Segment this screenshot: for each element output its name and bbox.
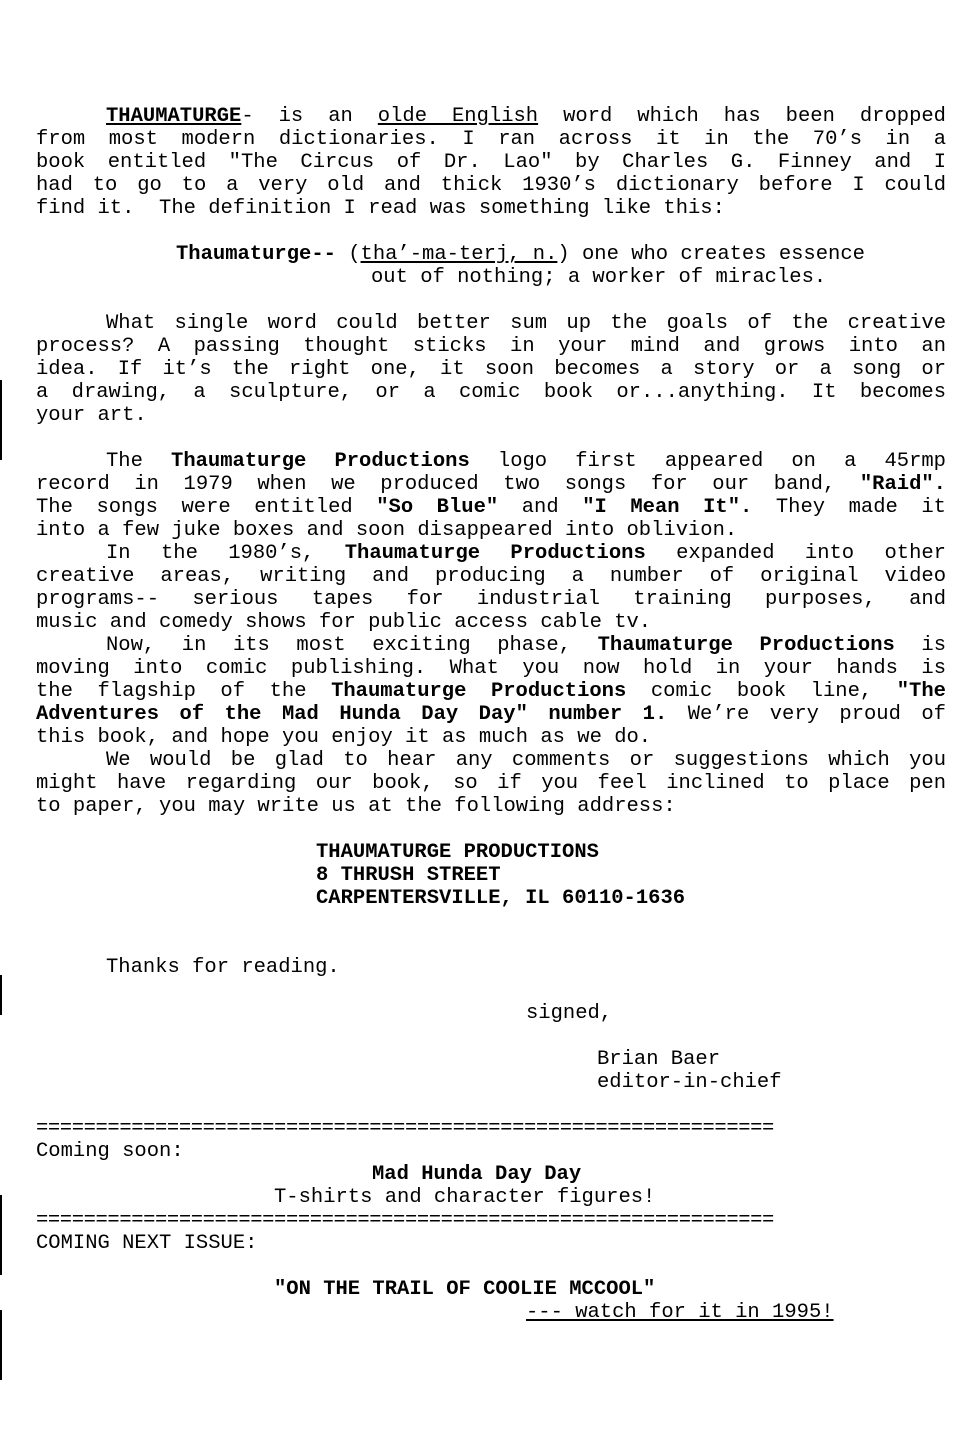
address-line: THAUMATURGE PRODUCTIONS bbox=[316, 841, 599, 864]
left-edge-mark bbox=[0, 1310, 2, 1380]
brand-name: Thaumaturge Productions bbox=[344, 542, 646, 565]
para3-line: record in 1979 when we produced two songs for our band, "Raid". bbox=[36, 473, 946, 496]
para5-line: the flagship of the Thaumaturge Productions comic book line, "The bbox=[36, 680, 946, 703]
para5-line: moving into comic publishing. What you now hold in your hands is bbox=[36, 657, 946, 680]
para5-line: Adventures of the Mad Hunda Day Day" number 1. We’re very proud of bbox=[36, 703, 946, 726]
next-issue-label: COMING NEXT ISSUE: bbox=[36, 1232, 258, 1255]
coming-soon-label: Coming soon: bbox=[36, 1140, 184, 1163]
coming-soon-subtitle: T-shirts and character figures! bbox=[274, 1186, 656, 1209]
para2-line: process? A passing thought sticks in your mind and grows into an bbox=[36, 335, 946, 358]
definition-word: Thaumaturge-- bbox=[176, 243, 336, 266]
intro-line: THAUMATURGE- is an olde English word which has been dropped bbox=[106, 105, 946, 128]
thanks-line: Thanks for reading. bbox=[106, 956, 340, 979]
para3-line: into a few juke boxes and soon disappeared into oblivion. bbox=[36, 519, 738, 542]
comic-title: "The bbox=[896, 680, 946, 703]
separator-rule: ============================================================== bbox=[36, 1117, 774, 1140]
definition-line: out of nothing; a worker of miracles. bbox=[371, 266, 827, 289]
address-line: 8 THRUSH STREET bbox=[316, 864, 501, 887]
signature-name: Brian Baer bbox=[597, 1048, 721, 1071]
left-edge-mark bbox=[0, 975, 2, 1015]
para4-line: programs-- serious tapes for industrial training purposes, and bbox=[36, 588, 946, 611]
intro-line: had to go to a very old and thick 1930’s dictionary before I could bbox=[36, 174, 946, 197]
para3-line: The songs were entitled "So Blue" and "I Mean It". They made it bbox=[36, 496, 946, 519]
band-name: "Raid". bbox=[859, 473, 946, 496]
brand-name: Thaumaturge Productions bbox=[597, 634, 895, 657]
olde-english-link: olde English bbox=[377, 105, 539, 128]
brand-name: Thaumaturge Productions bbox=[331, 680, 627, 703]
separator-rule: ============================================================== bbox=[36, 1209, 774, 1232]
para4-line: creative areas, writing and producing a number of original video bbox=[36, 565, 946, 588]
next-issue-title: "ON THE TRAIL OF COOLIE MCCOOL" bbox=[274, 1278, 656, 1301]
signature-title: editor-in-chief bbox=[597, 1071, 782, 1094]
para5-line: this book, and hope you enjoy it as much as we do. bbox=[36, 726, 652, 749]
song-title: "I Mean It". bbox=[582, 496, 753, 519]
para6-line: We would be glad to hear any comments or suggestions which you bbox=[106, 749, 946, 772]
para6-line: might have regarding our book, so if you feel inclined to place pen bbox=[36, 772, 946, 795]
intro-line: find it. The definition I read was something like this: bbox=[36, 197, 725, 220]
definition-block bbox=[176, 243, 946, 289]
para2-line: What single word could better sum up the goals of the creative bbox=[106, 312, 946, 335]
coming-soon-title: Mad Hunda Day Day bbox=[372, 1163, 582, 1186]
next-issue-watch: --- watch for it in 1995! bbox=[526, 1301, 834, 1324]
para5-line: Now, in its most exciting phase, Thaumaturge Productions is bbox=[106, 634, 946, 657]
term-word: THAUMATURGE bbox=[106, 105, 242, 128]
intro-line: from most modern dictionaries. I ran across it in the 70’s in a bbox=[36, 128, 946, 151]
left-edge-mark bbox=[0, 1195, 2, 1275]
mailing-address bbox=[316, 841, 946, 910]
song-title: "So Blue" bbox=[376, 496, 499, 519]
left-edge-mark bbox=[0, 380, 2, 460]
para4-line: In the 1980’s, Thaumaturge Productions expanded into other bbox=[106, 542, 946, 565]
para2-line: your art. bbox=[36, 404, 147, 427]
address-line: CARPENTERSVILLE, IL 60110-1636 bbox=[316, 887, 686, 910]
intro-line: book entitled "The Circus of Dr. Lao" by Charles G. Finney and I bbox=[36, 151, 946, 174]
para2-line: idea. If it’s the right one, it soon becomes a story or a song or bbox=[36, 358, 946, 381]
para6-line: to paper, you may write us at the following address: bbox=[36, 795, 676, 818]
definition-line: Thaumaturge-- (tha’-ma-terj, n.) one who creates essence bbox=[176, 243, 865, 266]
para3-line: The Thaumaturge Productions logo first appeared on a 45rmp bbox=[106, 450, 946, 473]
para2-line: a drawing, a sculpture, or a comic book or...anything. It becomes bbox=[36, 381, 946, 404]
pronunciation: tha’-ma-terj, n. bbox=[360, 243, 558, 266]
signed-line: signed, bbox=[526, 1002, 613, 1025]
brand-name: Thaumaturge Productions bbox=[171, 450, 470, 473]
comic-title: Adventures of the Mad Hunda Day Day" number 1. bbox=[36, 703, 668, 726]
para4-line: music and comedy shows for public access cable tv. bbox=[36, 611, 652, 634]
letter-page bbox=[36, 105, 946, 1324]
